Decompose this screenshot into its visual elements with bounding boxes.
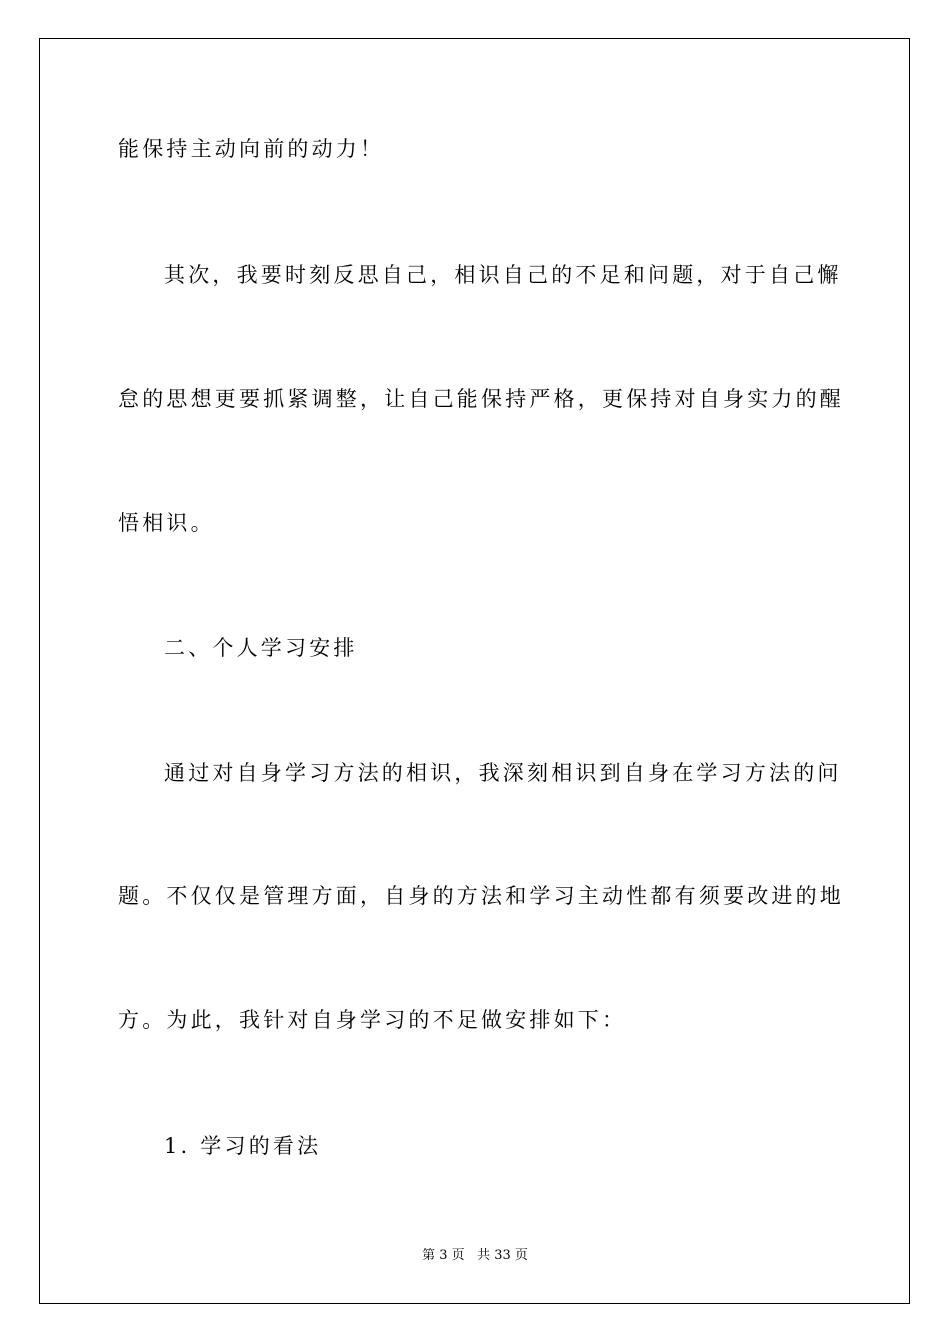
paragraph-line-2: 其次，我要时刻反思自己，相识自己的不足和问题，对于自己懈 [164, 263, 842, 287]
paragraph-line-1: 能保持主动向前的动力！ [118, 137, 385, 161]
subsection-heading: 1. 学习的看法 [164, 1134, 322, 1158]
page-border [39, 38, 910, 1304]
paragraph-line-5: 通过对自身学习方法的相识，我深刻相识到自身在学习方法的问 [164, 761, 842, 785]
paragraph-line-6: 题。不仅仅是管理方面，自身的方法和学习主动性都有须要改进的地 [118, 884, 844, 908]
page-number-footer: 第 3 页 共 33 页 [422, 1248, 528, 1263]
paragraph-line-3: 怠的思想更要抓紧调整，让自己能保持严格，更保持对自身实力的醒 [118, 387, 844, 411]
section-heading: 二、个人学习安排 [164, 636, 358, 660]
paragraph-line-7: 方。为此，我针对自身学习的不足做安排如下： [118, 1008, 627, 1032]
paragraph-line-4: 悟相识。 [118, 511, 215, 535]
